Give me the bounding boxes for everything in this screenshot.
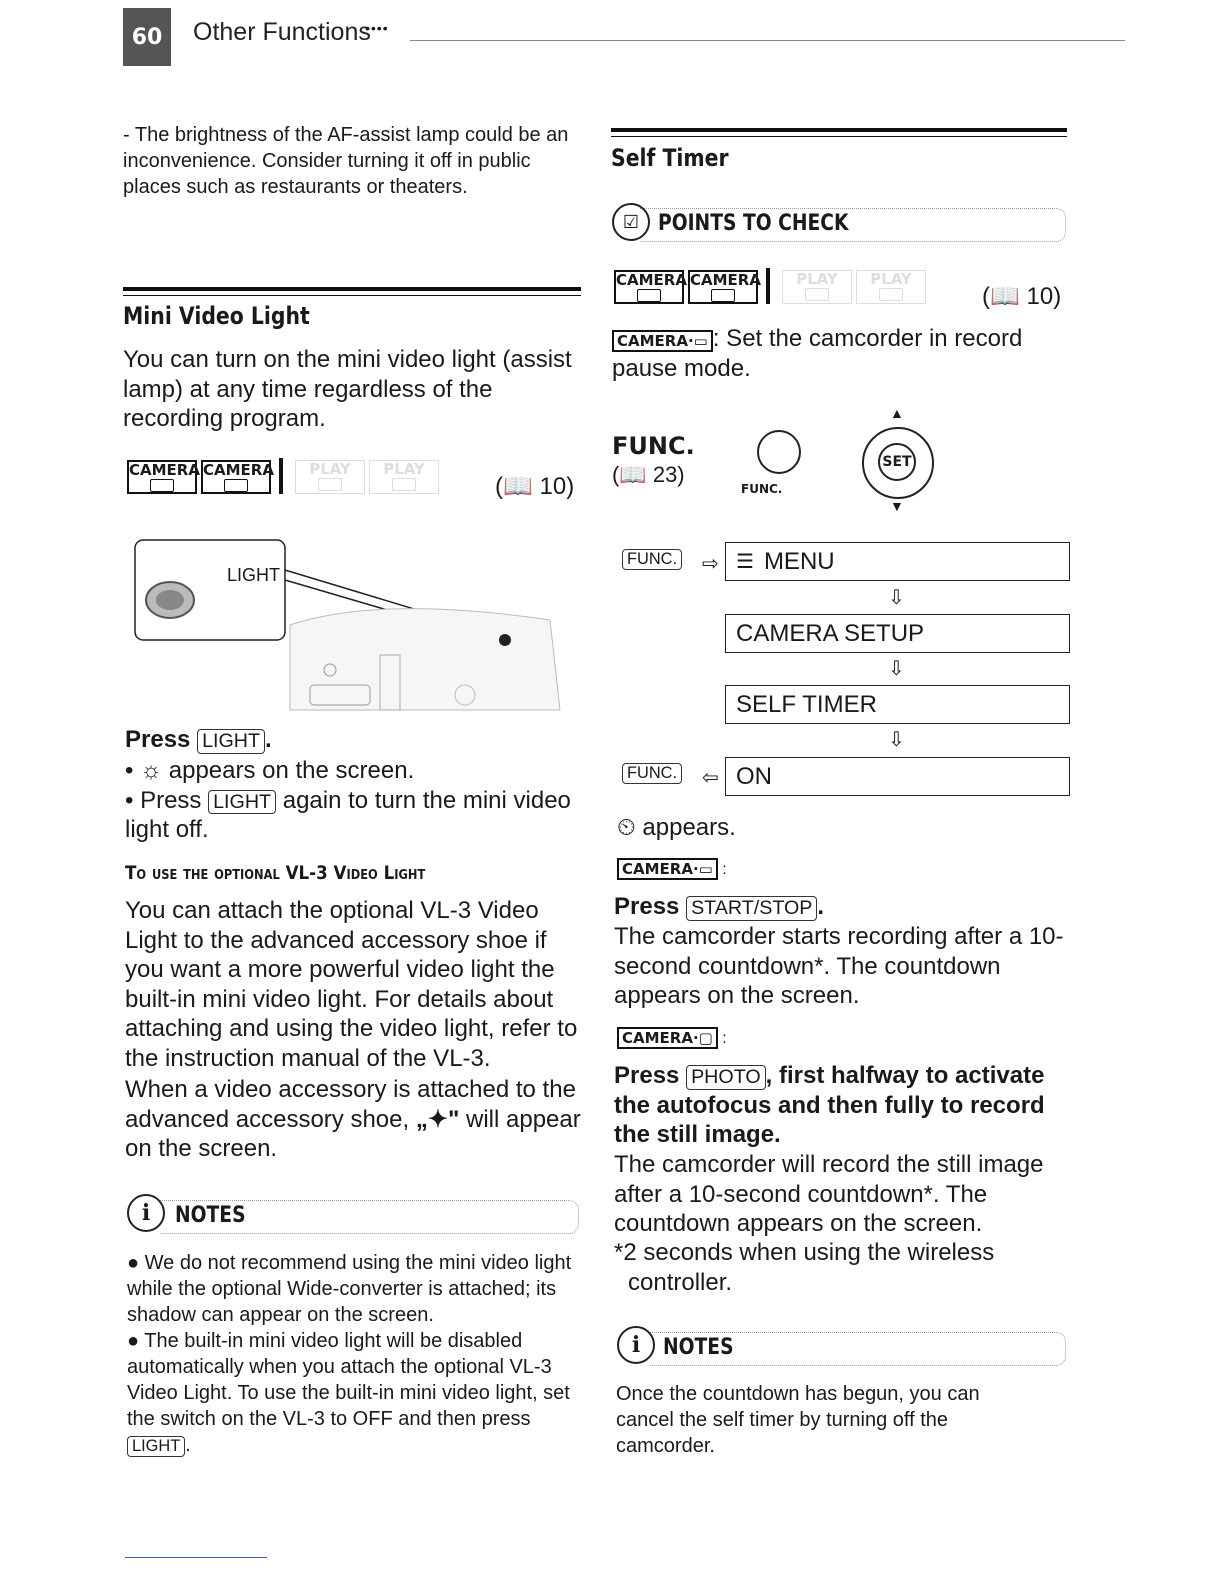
- camera-movie-tag: CAMERA·▭: [612, 330, 713, 352]
- camera-movie-tag: CAMERA·▭ :: [617, 858, 727, 880]
- accessory-icon: „✦": [415, 1105, 460, 1133]
- mode-play-card: PLAY: [369, 460, 439, 494]
- header-rule: [410, 40, 1125, 41]
- notes-label: NOTES: [663, 1335, 734, 1360]
- self-timer-icon: ⏲: [617, 814, 636, 841]
- func-key: FUNC.: [622, 761, 682, 784]
- section-rule: [123, 295, 581, 296]
- down-arrow-icon: ⇩: [888, 587, 905, 609]
- mode-play-card: PLAY: [856, 270, 926, 304]
- mode-play-movie: PLAY: [295, 460, 365, 494]
- mode-camera-movie: CAMERA: [127, 460, 197, 494]
- down-arrow-icon: ⇩: [888, 658, 905, 680]
- mode-divider: [766, 268, 770, 304]
- mode-camera-movie: CAMERA: [614, 270, 684, 304]
- points-label: POINTS TO CHECK: [658, 211, 849, 236]
- section-title: Other Functions: [193, 18, 371, 46]
- menu-icon: ☰: [736, 551, 754, 573]
- press-start-stop: Press START/STOP .: [614, 893, 825, 920]
- down-arrow-icon: ▼: [890, 498, 904, 514]
- appears-text: ⏲ appears.: [617, 814, 736, 841]
- bullet-list: [125, 756, 585, 845]
- photo-key: PHOTO: [686, 1065, 766, 1090]
- list-item: • ☼ appears on the screen.: [125, 757, 415, 784]
- record-pause-text: CAMERA·▭ : Set the camcorder in record pause mode.: [612, 325, 1023, 382]
- light-button-label: LIGHT: [227, 565, 281, 585]
- checkbox-icon: ☑: [612, 203, 650, 241]
- mode-camera-card: CAMERA: [688, 270, 758, 304]
- press-photo: Press PHOTO , first halfway to activate the autofocus and then fully to record the still image.: [614, 1062, 1045, 1148]
- mode-indicators: [614, 268, 926, 304]
- movie-text: The camcorder starts recording after a 10-second countdown*. The countdown appears on the screen.: [614, 923, 1064, 1009]
- mode-play-movie: PLAY: [782, 270, 852, 304]
- page-reference: (📖 10): [982, 283, 1062, 310]
- mode-indicators: [127, 458, 439, 494]
- notes-label: NOTES: [175, 1203, 246, 1228]
- func-button-icon: [757, 430, 801, 474]
- tape-icon: [805, 288, 829, 301]
- func-small-label: FUNC.: [741, 482, 783, 496]
- card-icon: [392, 478, 416, 491]
- mode-divider: [279, 458, 283, 494]
- menu-step: SELF TIMER: [725, 685, 1070, 724]
- func-label: FUNC.: [612, 432, 695, 460]
- camcorder-figure: [130, 535, 580, 715]
- optional-body-2: When a video accessory is attached to the advanced accessory shoe, „✦" will appear on the screen.: [125, 1076, 581, 1162]
- light-icon: ☼: [140, 757, 163, 784]
- menu-step: ON: [725, 757, 1070, 796]
- press-instruction: Press LIGHT .: [125, 726, 272, 753]
- page-number: 60: [123, 8, 171, 66]
- section-rule: [611, 136, 1067, 137]
- notes-text: Once the countdown has begun, you can cancel the self timer by turning off the camcorder.: [616, 1383, 980, 1457]
- up-arrow-icon: ▲: [890, 405, 904, 421]
- list-item: ● The built-in mini video light will be disabled automatically when you attach the optional VL-3 Video Light. To use the built-in mini video light, set the switch on the VL-3 to OFF and then press LIGHT .: [127, 1330, 570, 1456]
- menu-step: CAMERA SETUP: [725, 614, 1070, 653]
- optional-body: You can attach the optional VL-3 Video Light to the advanced accessory shoe if you want a more powerful video light the built-in mini video light. For details about attaching and using the video light, refer to the instruction manual of the VL-3.: [125, 897, 578, 1072]
- tape-icon: [637, 289, 661, 302]
- intro-text: - The brightness of the AF-assist lamp could be an inconvenience. Consider turning it off in public places such as restaurants or theaters.: [123, 124, 569, 198]
- header-dots: ••••: [365, 20, 389, 36]
- mode-camera-card: CAMERA: [201, 460, 271, 494]
- left-arrow-icon: ⇦: [702, 767, 719, 789]
- set-button-icon: SET: [878, 443, 916, 481]
- section-rule: [123, 287, 581, 291]
- page-reference: (📖 10): [495, 473, 575, 500]
- tape-icon: [150, 479, 174, 492]
- notes-list: [127, 1250, 587, 1458]
- info-icon: i: [617, 1326, 655, 1364]
- tape-icon: [318, 478, 342, 491]
- camera-card-tag: CAMERA·▢ :: [617, 1027, 727, 1049]
- mini-video-light-heading: Mini Video Light: [123, 302, 310, 330]
- light-key: LIGHT: [127, 1436, 185, 1457]
- self-timer-heading: Self Timer: [611, 144, 729, 172]
- light-key: LIGHT: [208, 790, 276, 815]
- func-key: FUNC.: [622, 547, 682, 570]
- start-stop-key: START/STOP: [686, 896, 817, 921]
- menu-step: ☰ MENU: [725, 542, 1070, 581]
- photo-text: The camcorder will record the still image after a 10-second countdown*. The countdown appears on the screen.: [614, 1151, 1044, 1237]
- right-arrow-icon: ⇨: [702, 553, 719, 575]
- section-rule: [611, 128, 1067, 132]
- list-item: • Press LIGHT again to turn the mini video light off.: [125, 786, 571, 843]
- optional-heading: To use the optional VL-3 Video Light: [125, 862, 426, 884]
- footer-rule: [125, 1557, 267, 1558]
- func-reference: (📖 23): [612, 462, 685, 487]
- card-icon: [711, 289, 735, 302]
- footnote: *2 seconds when using the wireless controller.: [614, 1239, 995, 1296]
- card-icon: [224, 479, 248, 492]
- list-item: ● We do not recommend using the mini video light while the optional Wide-converter is attached; its shadow can appear on the screen.: [127, 1252, 572, 1326]
- light-key: LIGHT: [197, 729, 265, 754]
- down-arrow-icon: ⇩: [888, 729, 905, 751]
- mini-video-light-body: You can turn on the mini video light (assist lamp) at any time regardless of the recording program.: [123, 346, 572, 432]
- card-icon: [879, 288, 903, 301]
- info-icon: i: [127, 1194, 165, 1232]
